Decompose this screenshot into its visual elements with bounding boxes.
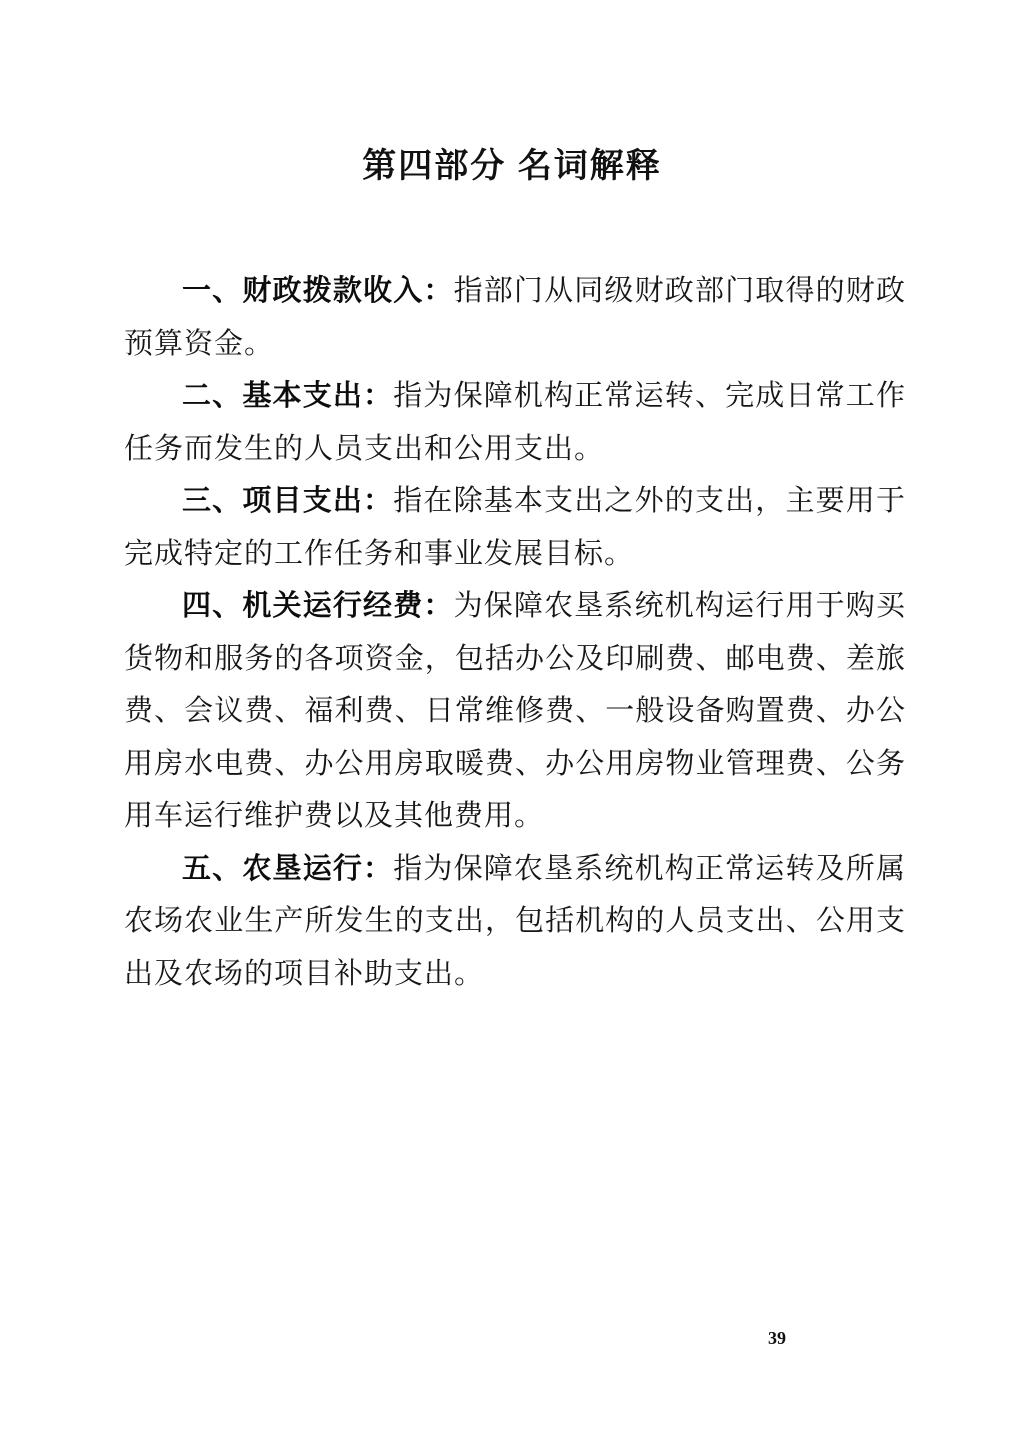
term-label: 三、项目支出： xyxy=(182,485,394,517)
term-definition: 指为保障机构正常运转、完成日常工作任务而发生的人员支出和公用支出。 xyxy=(124,380,906,465)
term-label: 五、农垦运行： xyxy=(182,852,394,885)
document-body xyxy=(124,265,906,1000)
page-title: 第四部分 名词解释 xyxy=(362,147,662,185)
definition-paragraph xyxy=(124,475,906,580)
term-definition: 指部门从同级财政部门取得的财政预算资金。 xyxy=(124,275,906,360)
definition-paragraph xyxy=(124,580,906,843)
page-number: 39 xyxy=(768,1328,786,1348)
term-label: 四、机关运行经费： xyxy=(182,590,454,622)
term-label: 一、财政拨款收入： xyxy=(182,275,454,307)
term-definition: 指在除基本支出之外的支出，主要用于完成特定的工作任务和事业发展目标。 xyxy=(124,485,906,570)
term-label: 二、基本支出： xyxy=(182,380,394,412)
definition-paragraph xyxy=(124,370,906,475)
term-definition: 指为保障农垦系统机构正常运转及所属农场农业生产所发生的支出，包括机构的人员支出、公用支出及农场的项目补助支出。 xyxy=(124,852,906,990)
definition-paragraph xyxy=(124,265,906,370)
term-definition: 为保障农垦系统机构运行用于购买货物和服务的各项资金，包括办公及印刷费、邮电费、差旅费、会议费、福利费、日常维修费、一般设备购置费、办公用房水电费、办公用房取暖费、办公用房物业管理费、公务用车运行维护费以及其他费用。 xyxy=(124,590,906,832)
definition-paragraph xyxy=(124,843,906,1001)
